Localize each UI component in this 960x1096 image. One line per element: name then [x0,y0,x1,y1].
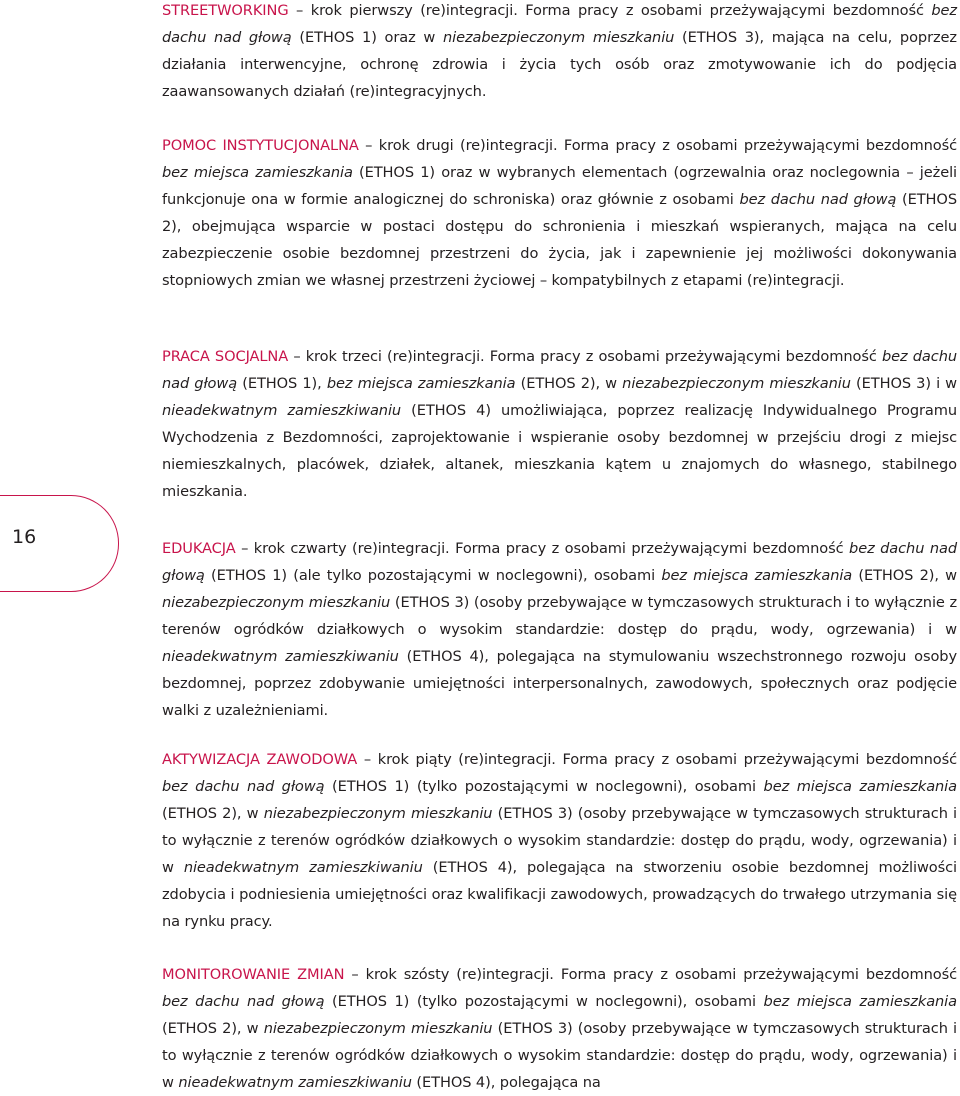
section-heading: STREETWORKING [162,2,289,19]
body-text: (ETHOS 3) (osoby przebywające w tymczasowych strukturach i to wyłącznie z terenów ogródków działkowych o wysokim standardzie: dostęp do prądu, wody, ogrzewania) i w [162,1020,957,1091]
italic-term: nieadekwatnym zamieszkiwaniu [162,648,399,665]
section-heading: MONITOROWANIE ZMIAN [162,966,345,983]
section-streetworking [162,0,957,105]
section-heading: PRACA SOCJALNA [162,348,289,365]
italic-term: bez dachu nad głową [162,993,325,1010]
section-edukacja [162,535,957,724]
body-text: (ETHOS 3) i w [850,375,958,392]
italic-term: bez miejsca zamieszkania [763,993,957,1010]
body-text: (ETHOS 3), mająca na celu, poprzez działania interwencyjne, ochronę zdrowia i życia tych osób oraz zmotywowanie ich do podjęcia zaawansowanych działań (re)integracyjnych. [162,29,957,100]
body-text: (ETHOS 2), w [162,1020,264,1037]
body-text: – krok trzeci (re)integracji. Forma pracy z osobami przeżywającymi bezdomność [288,348,882,365]
body-text: (ETHOS 2), w [515,375,623,392]
body-text: (ETHOS 1) (ale tylko pozostającymi w noclegowni), osobami [204,567,662,584]
body-text: (ETHOS 1) (tylko pozostającymi w noclegowni), osobami [324,993,764,1010]
section-pomoc-instytucjonalna [162,132,957,294]
body-text: (ETHOS 4), polegająca na [411,1074,601,1091]
italic-term: bez miejsca zamieszkania [326,375,516,392]
body-text: – krok drugi (re)integracji. Forma pracy z osobami przeżywającymi bezdomność [358,137,957,154]
italic-term: bez dachu nad głową [739,191,897,208]
body-text: (ETHOS 1), [237,375,327,392]
page-number: 16 [12,526,37,548]
body-text: (ETHOS 2), obejmująca wsparcie w postaci dostępu do schronienia i mieszkań wspieranych, mająca na celu zabezpieczenie osobie bezdomnej przestrzeni do życia, jak i zapewnienie jej możliwości dokonywania stopniowych zmian we własnej przestrzeni życiowej – kompatybilnych z etapami (re)integracji. [162,191,957,289]
italic-term: nieadekwatnym zamieszkiwaniu [183,859,423,876]
body-text: (ETHOS 2), w [852,567,957,584]
section-monitorowanie-zmian [162,961,957,1096]
section-aktywizacja-zawodowa [162,746,957,935]
body-text: (ETHOS 1) oraz w wybranych elementach (ogrzewalnia oraz noclegownia – jeżeli funkcjonuje ona w formie analogicznej do schroniska) oraz głównie z osobami [162,164,957,208]
body-text: (ETHOS 1) oraz w [291,29,443,46]
body-text: (ETHOS 4), polegająca na stymulowaniu wszechstronnego rozwoju osoby bezdomnej, poprzez zdobywanie umiejętności interpersonalnych, zawodowych, społecznych oraz podjęcie walki z uzależnieniami. [162,648,958,719]
italic-term: niezabezpieczonym mieszkaniu [443,29,675,46]
italic-term: niezabezpieczonym mieszkaniu [263,1020,493,1037]
italic-term: bez dachu nad głową [162,778,325,795]
italic-term: niezabezpieczonym mieszkaniu [622,375,851,392]
body-text: (ETHOS 4) umożliwiająca, poprzez realizację Indywidualnego Programu Wychodzenia z Bezdomności, zaprojektowanie i wspieranie osoby bezdomnej w przejściu drogi z miejsc niemieszkalnych, placówek, działek, altanek, mieszkania kątem u znajomych do własnego, stabilnego mieszkania. [162,402,957,500]
body-text: – krok pierwszy (re)integracji. Forma pracy z osobami przeżywającymi bezdomność [288,2,932,19]
body-text: (ETHOS 1) (tylko pozostającymi w noclegowni), osobami [324,778,764,795]
page-number-tab [0,495,119,592]
section-heading: AKTYWIZACJA ZAWODOWA [162,751,358,768]
section-heading: EDUKACJA [162,540,236,557]
italic-term: niezabezpieczonym mieszkaniu [162,594,391,611]
italic-term: bez dachu nad głową [162,2,957,46]
italic-term: nieadekwatnym zamieszkiwaniu [178,1074,412,1091]
italic-term: bez dachu nad głową [162,540,957,584]
italic-term: bez miejsca zamieszkania [661,567,853,584]
body-text: (ETHOS 3) (osoby przebywające w tymczasowych strukturach i to wyłącznie z terenów ogródków działkowych o wysokim standardzie: dostęp do prądu, wody, ogrzewania) i w [162,805,957,876]
body-text: (ETHOS 3) (osoby przebywające w tymczasowych strukturach i to wyłącznie z terenów ogródków działkowych o wysokim standardzie: dostęp do prądu, wody, ogrzewania) i w [162,594,957,638]
italic-term: bez miejsca zamieszkania [763,778,957,795]
body-text: – krok szósty (re)integracji. Forma pracy z osobami przeżywającymi bezdomność [344,966,957,983]
italic-term: bez miejsca zamieszkania [162,164,353,181]
italic-term: nieadekwatnym zamieszkiwaniu [162,402,402,419]
body-text: (ETHOS 4), polegająca na stworzeniu osobie bezdomnej możliwości zdobycia i podniesienia umiejętności oraz kwalifikacji zawodowych, prowadzących do trwałego utrzymania się na rynku pracy. [162,859,958,930]
section-praca-socjalna [162,343,957,505]
body-text: – krok czwarty (re)integracji. Forma pracy z osobami przeżywającymi bezdomność [235,540,850,557]
section-heading: POMOC INSTYTUCJONALNA [162,137,359,154]
body-text: (ETHOS 2), w [162,805,264,822]
italic-term: niezabezpieczonym mieszkaniu [263,805,493,822]
italic-term: bez dachu nad głową [162,348,957,392]
body-text: – krok piąty (re)integracji. Forma pracy z osobami przeżywającymi bezdomność [357,751,957,768]
